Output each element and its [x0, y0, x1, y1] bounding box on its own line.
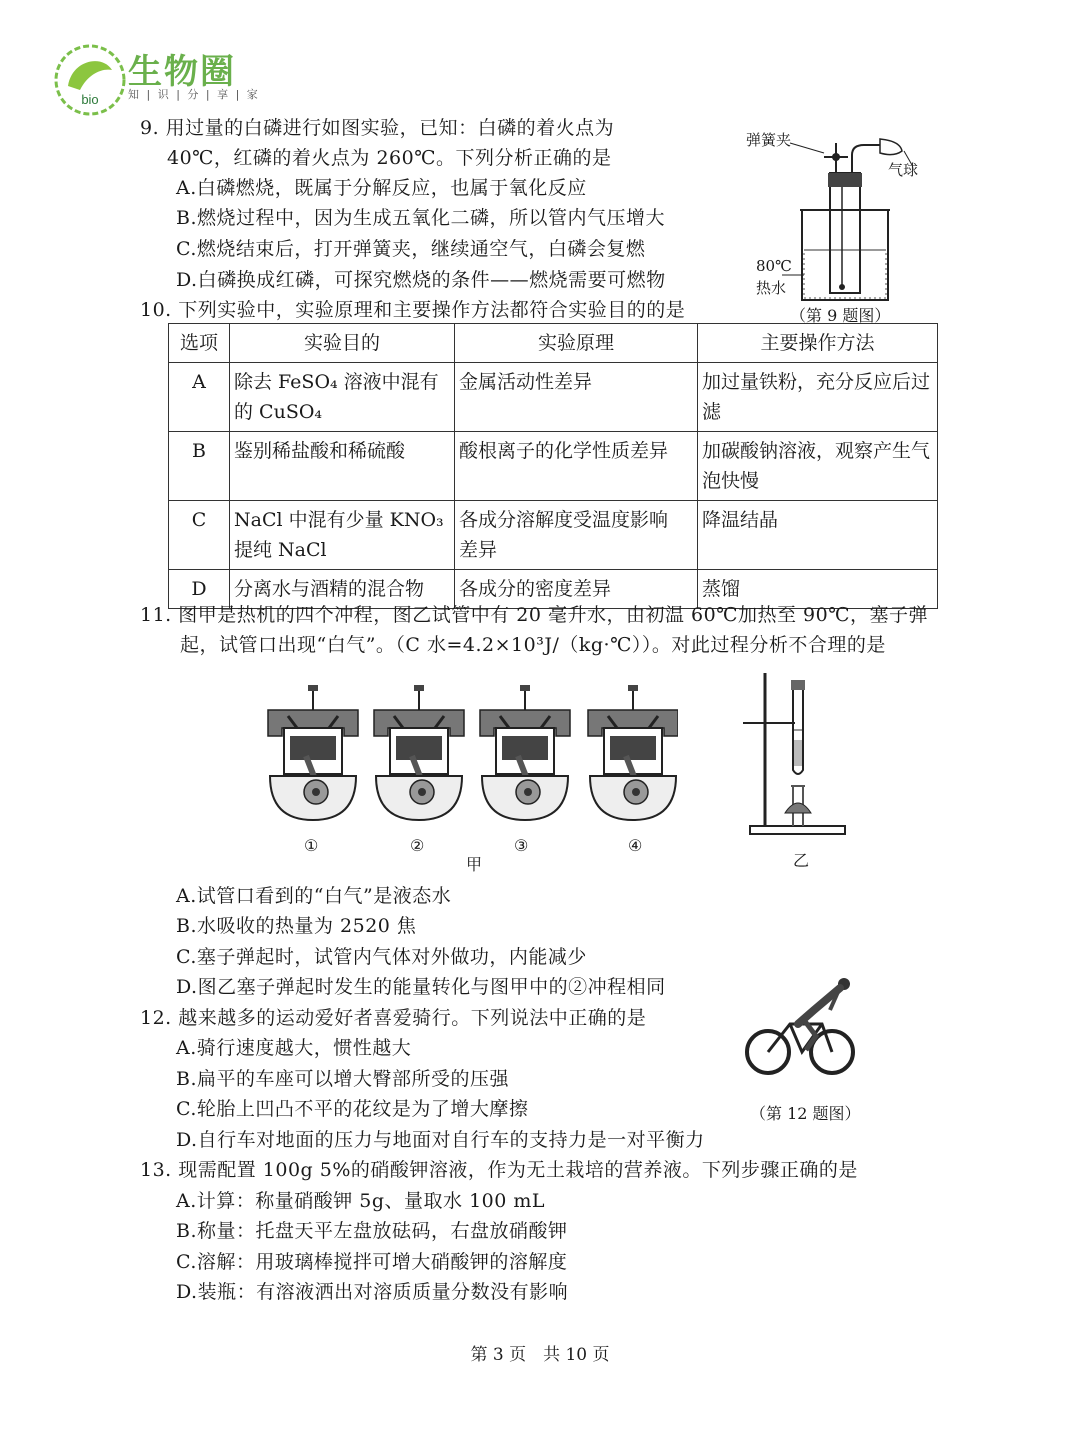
table-header-row: [169, 324, 938, 363]
q13-option-b: B.称量：托盘天平左盘放砝码，右盘放硝酸钾: [176, 1220, 568, 1242]
q10-table: [168, 323, 938, 609]
hot-water-label: 热水: [756, 279, 787, 297]
table-row: [169, 363, 938, 432]
q9-option-a: A.白磷燃烧，既属于分解反应，也属于氧化反应: [176, 177, 587, 199]
q11-engine-figure: [258, 680, 678, 880]
q12-stem: 12. 越来越多的运动爱好者喜爱骑行。下列说法中正确的是: [140, 1007, 647, 1029]
table-row: [169, 432, 938, 501]
row-method: 加碳酸钠溶液，观察产生气: [702, 440, 931, 462]
logo-mark-text: bio: [81, 92, 99, 107]
q13-option-c: C.溶解：用玻璃棒搅拌可增大硝酸钾的溶解度: [176, 1251, 568, 1273]
row-principle: 金属活动性差异: [459, 371, 593, 393]
engine-strokes-diagram: [258, 680, 678, 880]
figure-yi-label: 乙: [793, 851, 810, 870]
q13-stem: 13. 现需配置 100g 5%的硝酸钾溶液，作为无土栽培的营养液。下列步骤正确的是: [140, 1159, 858, 1181]
q9-line1: 9. 用过量的白磷进行如图实验，已知：白磷的着火点为: [140, 117, 615, 139]
row-method-cont: 滤: [702, 401, 722, 423]
header-principle: 实验原理: [455, 324, 698, 363]
clip-label: 弹簧夹: [746, 131, 792, 149]
header-method: 主要操作方法: [698, 324, 938, 363]
q9-option-b: B.燃烧过程中，因为生成五氧化二磷，所以管内气压增大: [176, 207, 666, 229]
row-method: 降温结晶: [702, 509, 779, 531]
q9-option-c: C.燃烧结束后，打开弹簧夹，继续通空气，白磷会复燃: [176, 238, 646, 260]
q12-option-b: B.扁平的车座可以增大臀部所受的压强: [176, 1068, 510, 1090]
row-principle: 各成分的密度差异: [459, 578, 612, 600]
row-purpose: NaCl 中混有少量 KNO₃: [234, 509, 444, 531]
q9-line2: 40℃，红磷的着火点为 260℃。下列分析正确的是: [167, 147, 612, 169]
row-purpose: 除去 FeSO₄ 溶液中混有: [234, 371, 439, 393]
row-option: B: [169, 432, 230, 501]
q11-option-c: C.塞子弹起时，试管内气体对外做功，内能减少: [176, 946, 587, 968]
engine-label-4: ④: [628, 836, 643, 855]
logo-subtitle: 知 | 识 | 分 | 享 | 家: [128, 88, 260, 101]
row-method: 蒸馏: [702, 578, 741, 600]
row-purpose-cont: 的 CuSO₄: [234, 401, 323, 423]
q9-figure: [740, 125, 940, 325]
header-purpose: 实验目的: [230, 324, 455, 363]
q9-caption: （第 9 题图）: [790, 306, 891, 325]
water-temp-label: 80℃: [756, 257, 792, 275]
balloon-label: 气球: [888, 161, 919, 179]
row-purpose: 鉴别稀盐酸和稀硫酸: [234, 440, 406, 462]
header-option: 选项: [169, 324, 230, 363]
q11-option-d: D.图乙塞子弹起时发生的能量转化与图甲中的②冲程相同: [176, 976, 666, 998]
q10-stem: 10. 下列实验中，实验原理和主要操作方法都符合实验目的的是: [140, 299, 686, 321]
engine-label-1: ①: [304, 836, 319, 855]
row-principle: 各成分溶解度受温度影响: [459, 509, 669, 531]
table-row: [169, 501, 938, 570]
row-principle-cont: 差异: [459, 539, 498, 561]
q11-line2: 起，试管口出现“白气”。（C 水=4.2×10³J/（kg·℃））。对此过程分析不合理的是: [180, 634, 886, 656]
row-method-cont: 泡快慢: [702, 470, 760, 492]
q11-testtube-figure: [735, 668, 865, 873]
row-purpose: 分离水与酒精的混合物: [234, 578, 425, 600]
q12-caption: （第 12 题图）: [750, 1104, 861, 1123]
page-footer: 第 3 页 共 10 页: [470, 1345, 610, 1365]
engine-label-3: ③: [514, 836, 529, 855]
q9-option-d: D.白磷换成红磷，可探究燃烧的条件——燃烧需要可燃物: [176, 269, 666, 291]
row-purpose-cont: 提纯 NaCl: [234, 539, 327, 561]
q13-option-a: A.计算：称量硝酸钾 5g、量取水 100 mL: [176, 1190, 546, 1212]
q11-option-b: B.水吸收的热量为 2520 焦: [176, 915, 417, 937]
row-option: A: [169, 363, 230, 432]
q12-option-c: C.轮胎上凹凸不平的花纹是为了增大摩擦: [176, 1098, 529, 1120]
q12-figure: [744, 974, 856, 1084]
row-option: C: [169, 501, 230, 570]
row-principle: 酸根离子的化学性质差异: [459, 440, 669, 462]
q11-line1: 11. 图甲是热机的四个冲程，图乙试管中有 20 毫升水，由初温 60℃加热至 90℃，塞子弹: [140, 604, 928, 626]
logo-title: 生物圈: [128, 52, 236, 92]
q11-option-a: A.试管口看到的“白气”是液态水: [176, 885, 452, 907]
bio-leaf-icon: [50, 40, 130, 120]
figure-jia-label: 甲: [466, 855, 483, 874]
q13-option-d: D.装瓶：有溶液洒出对溶质质量分数没有影响: [176, 1281, 569, 1303]
cyclist-icon: [744, 974, 856, 1084]
q12-option-d: D.自行车对地面的压力与地面对自行车的支持力是一对平衡力: [176, 1129, 705, 1151]
engine-label-2: ②: [410, 836, 425, 855]
test-tube-heating-diagram: [735, 668, 865, 843]
row-method: 加过量铁粉，充分反应后过: [702, 371, 931, 393]
q12-option-a: A.骑行速度越大，惯性越大: [176, 1037, 412, 1059]
row-option: D: [169, 570, 230, 609]
